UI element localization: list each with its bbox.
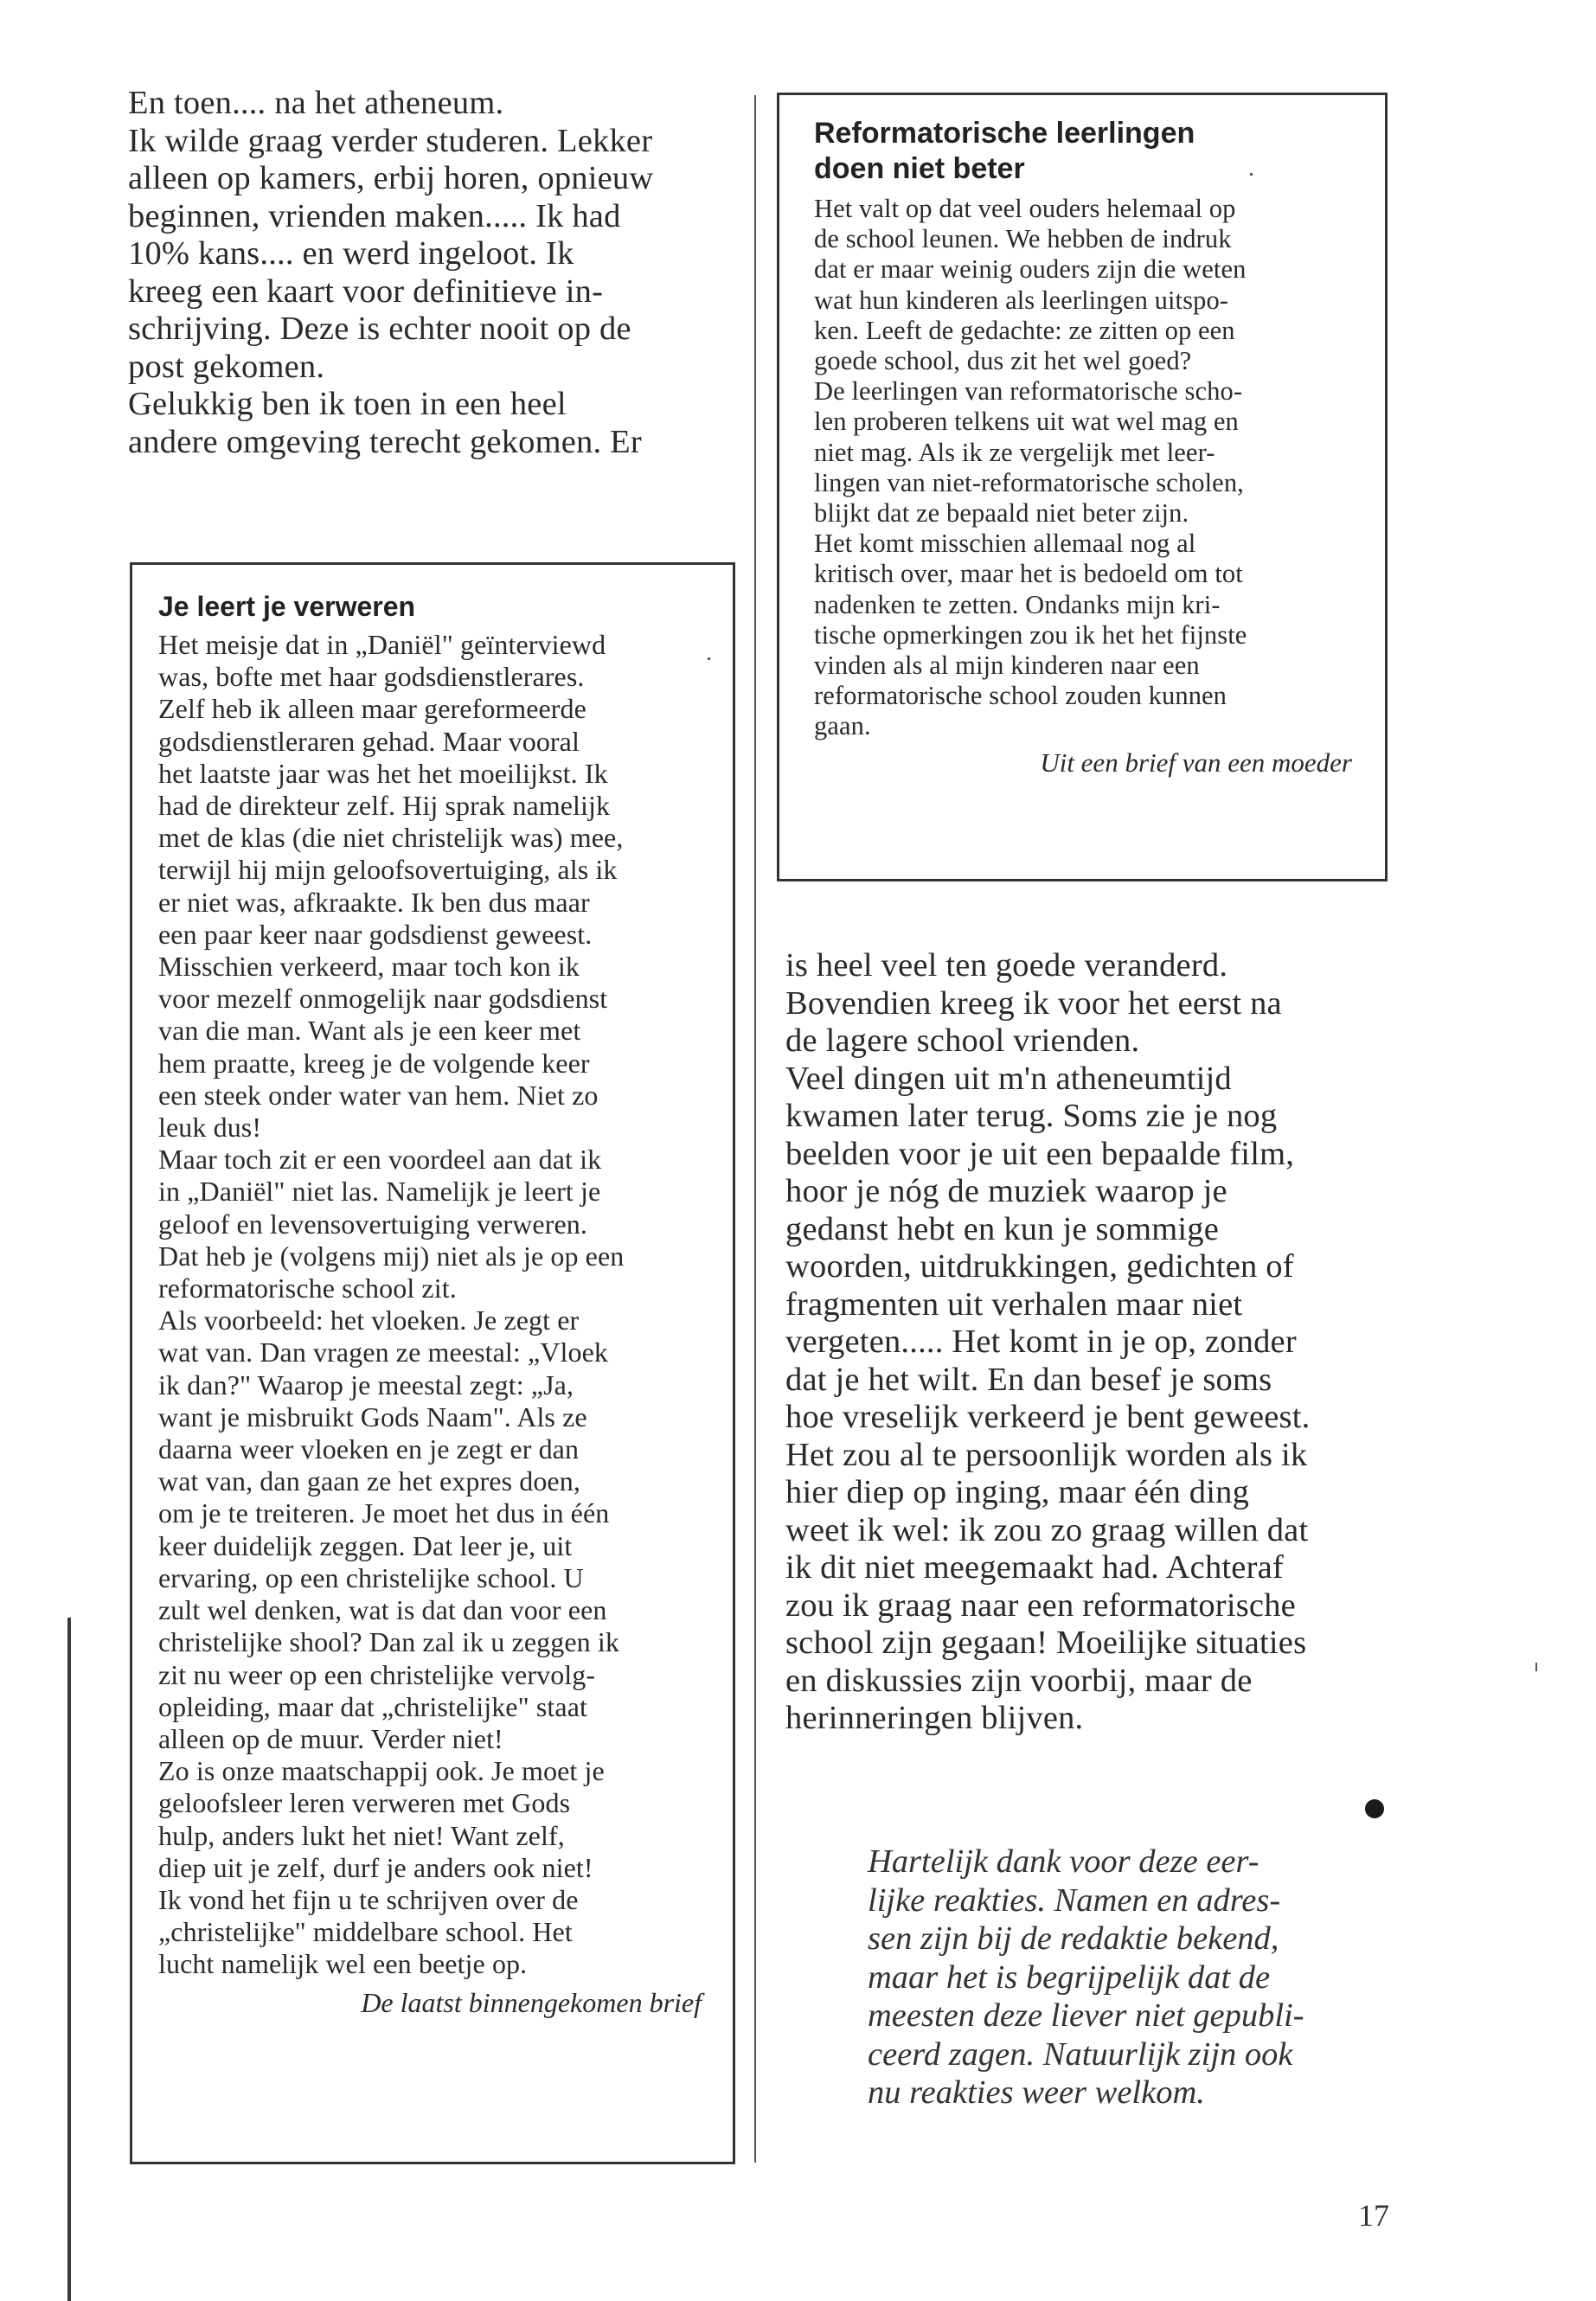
text-line: opleiding, maar dat „christelijke" staat — [158, 1690, 587, 1722]
text-line: terwijl hij mijn geloofsovertuiging, als ik — [158, 854, 618, 886]
text-line: „christelijke" middelbare school. Het — [158, 1916, 573, 1948]
letter-box-reformatorische-leerlingen — [777, 93, 1388, 881]
text-line: gedanst hebt en kun je sommige — [785, 1210, 1220, 1247]
text-line: Misschien verkeerd, maar toch kon ik — [158, 951, 580, 983]
letter-body — [158, 629, 710, 1981]
text-line: dat er maar weinig ouders zijn die weten — [814, 254, 1247, 285]
letter-signature: Uit een brief van een moeder — [1040, 747, 1352, 778]
text-line: meesten deze liever niet gepubli- — [868, 1997, 1304, 2034]
text-line: leuk dus! — [158, 1112, 262, 1144]
text-line: hoor je nóg de muziek waarop je — [785, 1173, 1227, 1209]
text-line: het laatste jaar was het het moeilijkst. Ik — [158, 757, 608, 789]
letter-box-je-leert-je-verweren — [130, 562, 735, 2164]
text-line: weet ik wel: ik zou zo graag willen dat — [785, 1511, 1309, 1548]
text-line: Het meisje dat in „Daniël" geïnterviewd — [158, 629, 606, 660]
box-title-line: doen niet beter — [814, 152, 1025, 185]
text-line: andere omgeving terecht gekomen. Er — [128, 423, 642, 460]
text-line: kreeg een kaart voor definitieve in- — [128, 272, 604, 310]
text-line: Veel dingen uit m'n atheneumtijd — [785, 1060, 1232, 1097]
text-line: zult wel denken, wat is dat dan voor een — [158, 1594, 607, 1626]
text-line: En toen.... na het atheneum. — [128, 85, 504, 121]
text-line: lijke reakties. Namen en adres- — [868, 1881, 1281, 1919]
text-line: ken. Leeft de gedachte: ze zitten op een — [814, 315, 1235, 345]
text-line: Dat heb je (volgens mij) niet als je op een — [158, 1240, 625, 1272]
text-line: alleen op kamers, erbij horen, opnieuw — [128, 160, 654, 196]
text-line: Het komt misschien allemaal nog al — [814, 529, 1196, 559]
text-line: diep uit je zelf, durf je anders ook niet! — [158, 1851, 593, 1883]
box-title-line: Reformatorische leerlingen — [814, 117, 1195, 150]
text-line: sen zijn bij de redaktie bekend, — [868, 1920, 1279, 1957]
text-line: hulp, anders lukt het niet! Want zelf, — [158, 1819, 565, 1851]
text-line: tische opmerkingen zou ik het het fijnste — [814, 619, 1247, 650]
text-line: gaan. — [814, 711, 871, 741]
text-line: beelden voor je uit een bepaalde film, — [785, 1135, 1295, 1172]
text-line: geloof en levensovertuiging verweren. — [158, 1208, 587, 1240]
text-line: vinden als al mijn kinderen naar een — [814, 651, 1200, 681]
text-line: hem praatte, kreeg je de volgende keer — [158, 1047, 590, 1079]
text-line: hoe vreselijk verkeerd je bent geweest. — [785, 1399, 1311, 1435]
text-line: woorden, uitdrukkingen, gedichten of — [785, 1248, 1294, 1285]
text-line: ik dit niet meegemaakt had. Achteraf — [785, 1549, 1284, 1586]
text-line: 10% kans.... en werd ingeloot. Ik — [128, 235, 574, 272]
text-line: van die man. Want als je een keer met — [158, 1015, 581, 1047]
text-line: school zijn gegaan! Moeilijke situaties — [785, 1625, 1307, 1661]
text-line: om je te treiteren. Je moet het dus in één — [158, 1497, 610, 1529]
text-line: nu reakties weer welkom. — [868, 2074, 1205, 2111]
text-line: had de direkteur zelf. Hij sprak namelijk — [158, 790, 611, 822]
box-title: Je leert je verweren — [158, 591, 416, 622]
text-line: reformatorische school zit. — [158, 1272, 457, 1304]
text-line: beginnen, vrienden maken..... Ik had — [128, 197, 621, 234]
text-line: Ik wilde graag verder studeren. Lekker — [128, 122, 653, 159]
text-line: wat van. Dan vragen ze meestal: „Vloek — [158, 1336, 609, 1368]
text-line: Maar toch zit er een voordeel aan dat ik — [158, 1144, 602, 1176]
text-line: post gekomen. — [128, 348, 325, 385]
text-line: blijkt dat ze bepaald niet beter zijn. — [814, 498, 1189, 529]
text-line: daarna weer vloeken en je zegt er dan — [158, 1433, 580, 1465]
text-line: de lagere school vrienden. — [785, 1022, 1140, 1059]
text-line: Hartelijk dank voor deze eer- — [868, 1843, 1259, 1880]
text-line: lingen van niet-reformatorische scholen, — [814, 467, 1244, 497]
text-line: zou ik graag naar een reformatorische — [785, 1586, 1296, 1624]
text-line: hier diep op inging, maar één ding — [785, 1474, 1250, 1510]
text-line: Het zou al te persoonlijk worden als ik — [785, 1436, 1308, 1473]
text-line: Gelukkig ben ik toen in een heel — [128, 386, 567, 422]
text-line: schrijving. Deze is echter nooit op de — [128, 311, 631, 347]
page-number: 17 — [1358, 2198, 1389, 2233]
text-line: met de klas (die niet christelijk was) mee, — [158, 822, 624, 854]
left-intro-text — [128, 85, 777, 461]
text-line: ik dan?" Waarop je meestal zegt: „Ja, — [158, 1368, 574, 1400]
text-line: een paar keer naar godsdienst geweest. — [158, 918, 593, 950]
text-line: de school leunen. We hebben de indruk — [814, 224, 1232, 254]
text-line: Bovendien kreeg ik voor het eerst na — [785, 984, 1282, 1022]
text-line: zit nu weer op een christelijke vervolg- — [158, 1658, 596, 1690]
text-line: en diskussies zijn voorbij, maar de — [785, 1662, 1253, 1699]
text-line: maar het is begrijpelijk dat de — [868, 1958, 1271, 1996]
box-title — [814, 116, 1364, 187]
text-line: godsdienstleraren gehad. Maar vooral — [158, 725, 580, 757]
binding-edge-line — [67, 1618, 71, 2301]
scan-speck — [708, 657, 710, 660]
text-line: ceerd zagen. Natuurlijk zijn ook — [868, 2035, 1293, 2073]
end-of-article-bullet-icon — [1365, 1799, 1384, 1818]
text-line: want je misbruikt Gods Naam". Als ze — [158, 1400, 587, 1433]
text-line: vergeten..... Het komt in je op, zonder — [785, 1324, 1297, 1360]
text-line: Zo is onze maatschappij ook. Je moet je — [158, 1755, 605, 1787]
text-line: goede school, dus zit het wel goed? — [814, 346, 1192, 376]
text-line: kwamen later terug. Soms zie je nog — [785, 1098, 1278, 1134]
text-line: kritisch over, maar het is bedoeld om tot — [814, 559, 1243, 589]
text-line: was, bofte met haar godsdienstlerares. — [158, 661, 585, 693]
text-line: er niet was, afkraakte. Ik ben dus maar — [158, 886, 590, 918]
letter-body — [814, 194, 1364, 742]
text-line: alleen op de muur. Verder niet! — [158, 1722, 503, 1754]
text-line: Het valt op dat veel ouders helemaal op — [814, 194, 1236, 223]
editorial-closing-note — [868, 1843, 1404, 2112]
letter-signature: De laatst binnengekomen brief — [361, 1986, 702, 2018]
text-line: De leerlingen van reformatorische scho- — [814, 376, 1243, 407]
text-line: is heel veel ten goede veranderd. — [785, 947, 1228, 984]
text-line: Als voorbeeld: het vloeken. Je zegt er — [158, 1304, 580, 1336]
text-line: geloofsleer leren verweren met Gods — [158, 1787, 571, 1819]
right-continuation-text — [785, 947, 1401, 1738]
text-line: nadenken te zetten. Ondanks mijn kri- — [814, 589, 1221, 619]
text-line: ervaring, op een christelijke school. U — [158, 1561, 584, 1593]
text-line: wat van, dan gaan ze het expres doen, — [158, 1465, 580, 1497]
text-line: reformatorische school zouden kunnen — [814, 681, 1227, 711]
text-line: niet mag. Als ik ze vergelijk met leer- — [814, 437, 1215, 467]
text-line: Ik vond het fijn u te schrijven over de — [158, 1883, 579, 1915]
text-line: in „Daniël" niet las. Namelijk je leert je — [158, 1176, 601, 1208]
scan-speck — [1250, 173, 1253, 176]
text-line: lucht namelijk wel een beetje op. — [158, 1948, 528, 1980]
text-line: Zelf heb ik alleen maar gereformeerde — [158, 693, 586, 725]
text-line: keer duidelijk zeggen. Dat leer je, uit — [158, 1529, 573, 1561]
text-line: voor mezelf onmogelijk naar godsdienst — [158, 983, 608, 1015]
text-line: een steek onder water van hem. Niet zo — [158, 1079, 599, 1111]
text-line: fragmenten uit verhalen maar niet — [785, 1285, 1243, 1323]
text-line: herinneringen blijven. — [785, 1700, 1084, 1736]
text-line: wat hun kinderen als leerlingen uitspo- — [814, 285, 1229, 315]
scan-speck — [1535, 1663, 1537, 1671]
text-line: christelijke shool? Dan zal ik u zeggen ik — [158, 1626, 619, 1658]
text-line: len proberen telkens uit wat wel mag en — [814, 407, 1239, 437]
text-line: dat je het wilt. En dan besef je soms — [785, 1361, 1272, 1398]
